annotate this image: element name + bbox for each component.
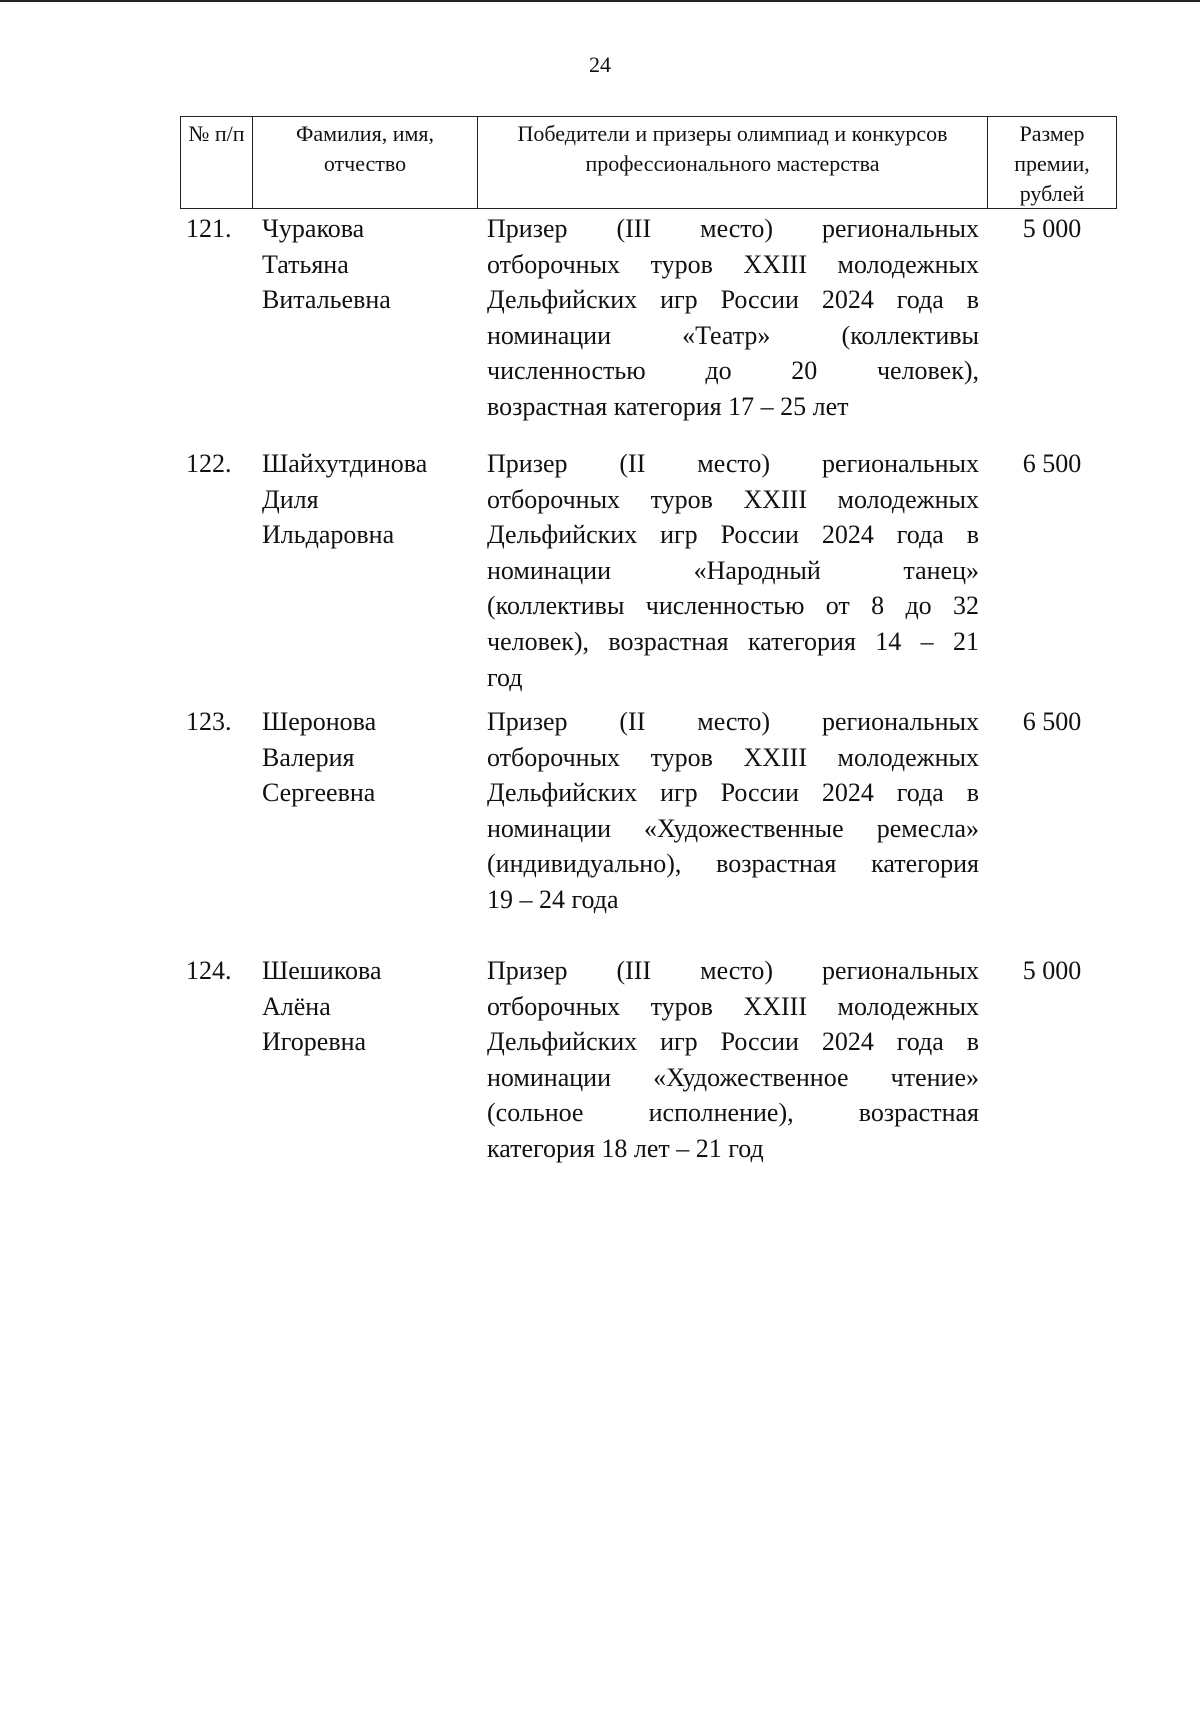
achievement-line: год — [487, 662, 523, 692]
achievement-line: номинации «Художественные ремесла» — [487, 813, 979, 843]
row-award-amount: 5 000 — [1022, 214, 1082, 243]
achievement-line: (индивидуально), возрастная категория — [487, 849, 979, 879]
achievement-line: 19 – 24 года — [487, 884, 619, 914]
row-number: 121. — [186, 214, 232, 243]
row-number: 124. — [186, 956, 232, 985]
achievement-line: отборочных туров XXIII молодежных — [487, 249, 979, 279]
achievement-line: отборочных туров XXIII молодежных — [487, 484, 979, 514]
name-line: Игоревна — [262, 1027, 367, 1057]
achievement-line: Дельфийских игр России 2024 года в — [487, 778, 979, 808]
achievement-line: отборочных туров XXIII молодежных — [487, 991, 979, 1021]
row-number: 123. — [186, 707, 232, 736]
header-achievement: Победители и призеры олимпиад и конкурсов профессионального мастерства — [478, 117, 988, 208]
name-line: Татьяна — [262, 249, 349, 279]
achievement-line: численностью до 20 человек), — [487, 356, 979, 386]
row-achievement — [487, 704, 979, 918]
name-line: Валерия — [262, 742, 355, 772]
name-line: Шешикова — [262, 956, 382, 985]
name-line: Алёна — [262, 991, 331, 1021]
header-number: № п/п — [181, 117, 253, 208]
achievement-line: Дельфийских игр России 2024 года в — [487, 1027, 979, 1057]
row-achievement — [487, 211, 979, 425]
row-award-amount: 5 000 — [1022, 956, 1082, 985]
achievement-line: номинации «Художественное чтение» — [487, 1062, 979, 1092]
name-line: Шайхутдинова — [262, 449, 428, 478]
achievement-line: Призер (III место) региональных — [487, 214, 979, 243]
header-full-name: Фамилия, имя, отчество — [253, 117, 478, 208]
name-line: Сергеевна — [262, 778, 376, 808]
achievement-line: номинации «Народный танец» — [487, 555, 979, 585]
name-line: Чуракова — [262, 214, 365, 243]
achievement-line: номинации «Театр» (коллективы — [487, 320, 979, 350]
name-line: Ильдаровна — [262, 520, 395, 550]
row-achievement — [487, 953, 979, 1167]
achievement-line: (сольное исполнение), возрастная — [487, 1098, 979, 1128]
row-number: 122. — [186, 449, 232, 478]
name-line: Витальевна — [262, 285, 391, 315]
row-full-name — [262, 446, 467, 553]
achievement-line: Дельфийских игр России 2024 года в — [487, 520, 979, 550]
achievement-line: отборочных туров XXIII молодежных — [487, 742, 979, 772]
row-award-amount: 6 500 — [1022, 449, 1082, 478]
header-award-amount: Размер премии, рублей — [1014, 121, 1090, 206]
row-full-name — [262, 704, 467, 811]
row-full-name — [262, 211, 467, 318]
row-full-name — [262, 953, 467, 1060]
page-number: 24 — [589, 52, 611, 77]
achievement-line: Призер (II место) региональных — [487, 449, 979, 478]
table-header — [180, 116, 1117, 209]
name-line: Диля — [262, 484, 319, 514]
row-achievement — [487, 446, 979, 695]
name-line: Шеронова — [262, 707, 377, 736]
achievement-line: человек), возрастная категория 14 – 21 — [487, 626, 979, 656]
achievement-line: Призер (III место) региональных — [487, 956, 979, 985]
row-award-amount: 6 500 — [1022, 707, 1082, 736]
achievement-line: (коллективы численностью от 8 до 32 — [487, 591, 979, 621]
achievement-line: Призер (II место) региональных — [487, 707, 979, 736]
achievement-line: Дельфийских игр России 2024 года в — [487, 285, 979, 315]
achievement-line: категория 18 лет – 21 год — [487, 1133, 764, 1163]
achievement-line: возрастная категория 17 – 25 лет — [487, 391, 849, 421]
top-rule — [0, 0, 1200, 2]
